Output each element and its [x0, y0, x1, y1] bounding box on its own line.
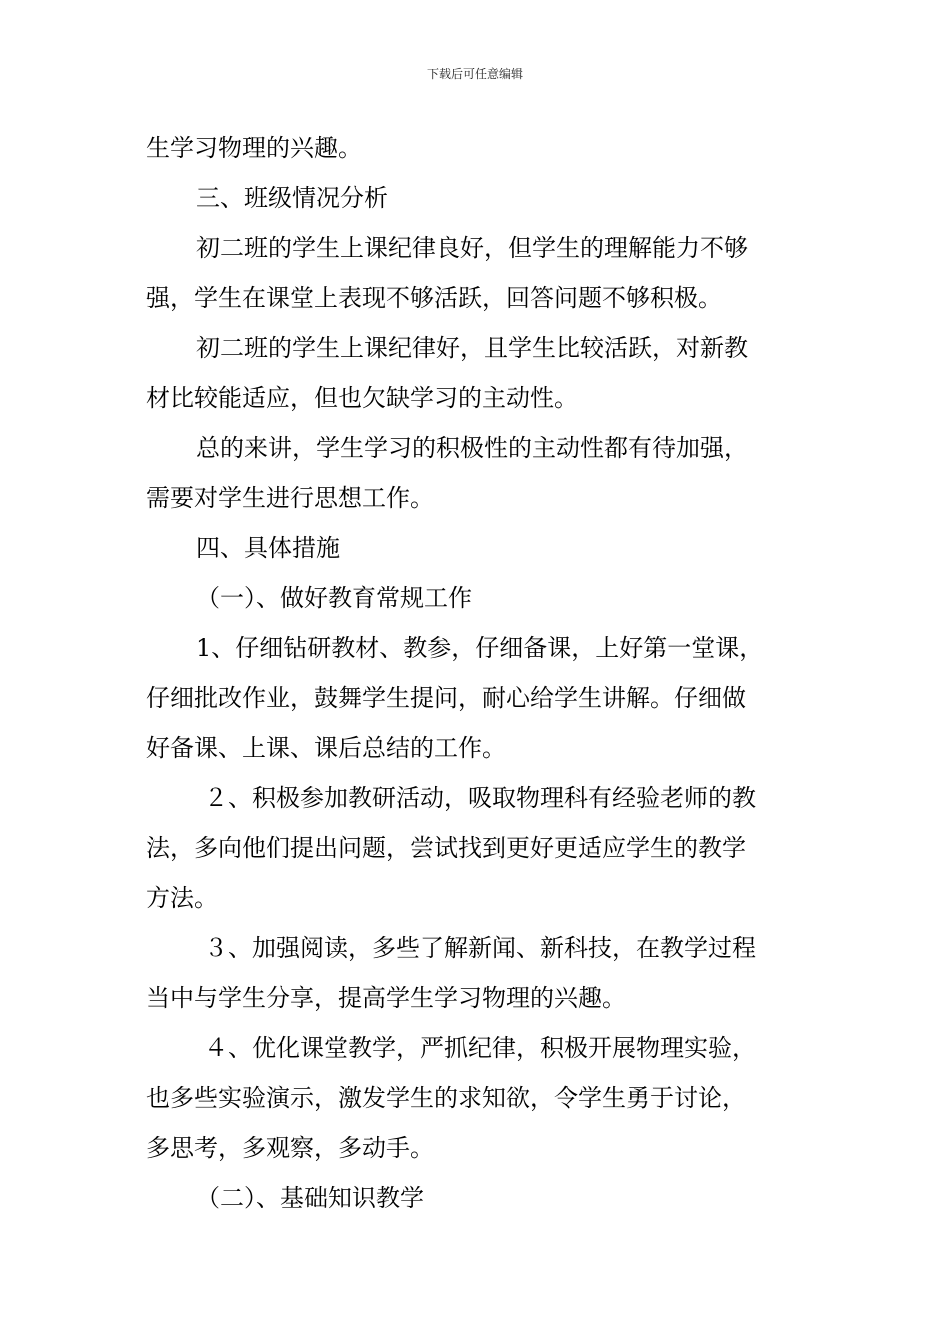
section-heading: 三、班级情况分析: [196, 184, 388, 212]
text-line: 多思考，多观察，多动手。: [146, 1134, 434, 1162]
page-header: 下载后可任意编辑: [426, 67, 523, 81]
text-line: 材比较能适应，但也欠缺学习的主动性。: [146, 384, 578, 412]
text-line: ３、加强阅读，多些了解新闻、新科技，在教学过程: [204, 934, 756, 962]
text-line: 也多些实验演示，激发学生的求知欲，令学生勇于讨论，: [146, 1084, 746, 1112]
text-line: 强，学生在课堂上表现不够活跃，回答问题不够积极。: [146, 284, 722, 312]
text-line: ４、优化课堂教学，严抓纪律，积极开展物理实验，: [204, 1034, 756, 1062]
text-line: 仔细批改作业，鼓舞学生提问，耐心给学生讲解。仔细做: [146, 684, 746, 712]
text-line: 1、仔细钻研教材、教参，仔细备课，上好第一堂课，: [196, 634, 764, 662]
text-line: 需要对学生进行思想工作。: [146, 484, 434, 512]
text-line: 法，多向他们提出问题，尝试找到更好更适应学生的教学: [146, 834, 746, 862]
text-line: 方法。: [146, 884, 218, 912]
text-line: 初二班的学生上课纪律好，且学生比较活跃，对新教: [196, 334, 748, 362]
subsection-heading: （一）、做好教育常规工作: [196, 584, 472, 612]
text-line: 初二班的学生上课纪律良好，但学生的理解能力不够: [196, 234, 748, 262]
text-line: 生学习物理的兴趣。: [146, 134, 362, 162]
text-line: 好备课、上课、课后总结的工作。: [146, 734, 506, 762]
text-line: ２、积极参加教研活动，吸取物理科有经验老师的教: [204, 784, 756, 812]
section-heading: 四、具体措施: [196, 534, 340, 562]
text-line: 总的来讲，学生学习的积极性的主动性都有待加强，: [196, 434, 748, 462]
subsection-heading: （二）、基础知识教学: [196, 1184, 424, 1212]
text-line: 当中与学生分享，提高学生学习物理的兴趣。: [146, 984, 626, 1012]
